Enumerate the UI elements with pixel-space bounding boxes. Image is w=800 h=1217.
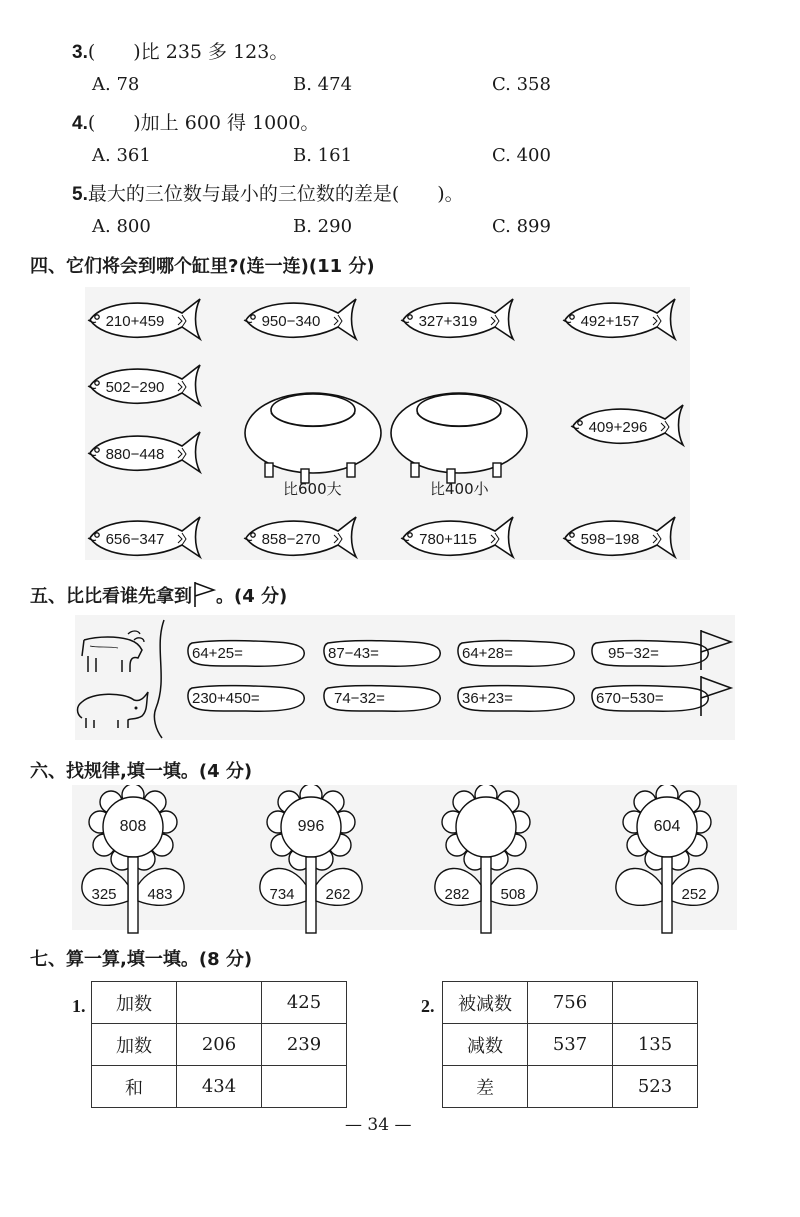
leaf-right-value[interactable]: 252 — [681, 886, 707, 903]
table-row — [92, 1024, 347, 1066]
table-2-number: 2. — [421, 996, 435, 1016]
equation-text: 74−32= — [334, 690, 385, 707]
flower — [250, 785, 390, 935]
section-6-title: 六、找规律,填一填。(4 分) — [30, 761, 253, 782]
table-cell[interactable]: 756 — [528, 982, 613, 1024]
row-header: 差 — [443, 1066, 528, 1108]
fish[interactable] — [395, 511, 515, 561]
table-row — [443, 1066, 698, 1108]
question-number: 3. — [72, 42, 88, 63]
equation-text: 230+450= — [192, 690, 260, 707]
table-cell[interactable]: 135 — [613, 1024, 698, 1066]
fish[interactable] — [82, 359, 202, 409]
table-cell[interactable]: 239 — [262, 1024, 347, 1066]
race-panel — [75, 615, 735, 740]
table-cell[interactable] — [613, 982, 698, 1024]
flower-icon — [425, 785, 565, 935]
start-line — [150, 618, 172, 740]
section-5-title-suffix: 。(4 分) — [216, 586, 288, 607]
fish-expression: 409+296 — [588, 419, 648, 436]
bowl-label: 比600大 — [283, 480, 342, 498]
table-row — [443, 1024, 698, 1066]
row-header: 加数 — [92, 982, 177, 1024]
equation-pill[interactable] — [456, 639, 581, 669]
equation-pill[interactable] — [322, 684, 447, 714]
option-c: C. 400 — [492, 145, 551, 166]
table-cell[interactable]: 434 — [177, 1066, 262, 1108]
option-b: B. 474 — [293, 74, 353, 95]
page-number: — 34 — — [345, 1115, 412, 1135]
bowl-label: 比400小 — [430, 480, 489, 498]
equation-text: 64+25= — [192, 645, 243, 662]
equation-text: 670−530= — [596, 690, 664, 707]
fish-expression: 327+319 — [418, 313, 478, 330]
flower — [425, 785, 565, 935]
fish-expression: 492+157 — [580, 313, 640, 330]
leaf-right-value[interactable]: 483 — [147, 886, 173, 903]
option-c: C. 899 — [492, 216, 551, 237]
question-text: ( )比 235 多 123。 — [87, 41, 289, 63]
table-row — [92, 982, 347, 1024]
table-cell[interactable] — [177, 982, 262, 1024]
equation-text: 64+28= — [462, 645, 513, 662]
equation-pill[interactable] — [186, 639, 311, 669]
fish[interactable] — [557, 511, 677, 561]
question-4 — [72, 108, 319, 135]
question-number: 4. — [72, 113, 88, 134]
option-a: A. 800 — [92, 216, 151, 237]
section-4-title: 四、它们将会到哪个缸里?(连一连)(11 分) — [30, 256, 375, 277]
row-header: 减数 — [443, 1024, 528, 1066]
leaf-right-value[interactable]: 262 — [325, 886, 351, 903]
equation-pill[interactable] — [186, 684, 311, 714]
option-c: C. 358 — [492, 74, 551, 95]
table-cell[interactable] — [262, 1066, 347, 1108]
flower-icon — [72, 785, 212, 935]
fish[interactable] — [82, 293, 202, 343]
fish[interactable] — [82, 511, 202, 561]
leaf-left-value[interactable]: 734 — [269, 886, 295, 903]
row-header: 加数 — [92, 1024, 177, 1066]
equation-pill[interactable] — [456, 684, 581, 714]
equation-text: 36+23= — [462, 690, 513, 707]
flower — [606, 785, 746, 935]
flag-icon — [697, 674, 735, 718]
flower — [72, 785, 212, 935]
bowl-icon[interactable] — [389, 383, 529, 487]
fish-expression: 502−290 — [105, 379, 165, 396]
fish[interactable] — [557, 293, 677, 343]
flag-icon — [192, 580, 216, 608]
flag-icon — [697, 628, 735, 672]
table-cell[interactable] — [528, 1066, 613, 1108]
flower-center-value[interactable]: 808 — [119, 818, 147, 835]
fish[interactable] — [238, 293, 358, 343]
table-cell[interactable]: 523 — [613, 1066, 698, 1108]
leaf-left-value[interactable]: 325 — [91, 886, 117, 903]
fish-expression: 950−340 — [261, 313, 321, 330]
question-5 — [72, 179, 464, 206]
question-number: 5. — [72, 184, 88, 205]
option-b: B. 290 — [293, 216, 353, 237]
equation-pill[interactable] — [322, 639, 447, 669]
table-row — [443, 982, 698, 1024]
table-cell[interactable]: 425 — [262, 982, 347, 1024]
addition-table — [91, 981, 347, 1108]
question-3 — [72, 37, 288, 64]
question-text: 最大的三位数与最小的三位数的差是( )。 — [87, 183, 464, 205]
flower-center-value[interactable]: 996 — [297, 818, 325, 835]
subtraction-table — [442, 981, 698, 1108]
fish-expression: 210+459 — [105, 313, 165, 330]
flower-icon — [606, 785, 746, 935]
equation-text: 95−32= — [608, 645, 659, 662]
question-text: ( )加上 600 得 1000。 — [87, 112, 320, 134]
fish[interactable] — [395, 293, 515, 343]
option-b: B. 161 — [293, 145, 353, 166]
fish[interactable] — [238, 511, 358, 561]
leaf-left-value[interactable]: 282 — [444, 886, 470, 903]
equation-text: 87−43= — [328, 645, 379, 662]
section-5-title — [30, 580, 287, 608]
fish[interactable] — [565, 399, 685, 449]
flower-center-value[interactable]: 604 — [653, 818, 681, 835]
section-5-title-text: 五、比比看谁先拿到 — [30, 586, 192, 607]
leaf-right-value[interactable]: 508 — [500, 886, 526, 903]
fish-expression: 880−448 — [105, 446, 165, 463]
bowl-icon[interactable] — [243, 383, 383, 487]
table-cell[interactable]: 206 — [177, 1024, 262, 1066]
option-a: A. 78 — [92, 74, 140, 95]
ox-icon — [78, 626, 146, 674]
fish-expression: 858−270 — [261, 531, 321, 548]
flower-icon — [250, 785, 390, 935]
table-cell[interactable]: 537 — [528, 1024, 613, 1066]
fish-expression: 780+115 — [419, 531, 477, 548]
section-7-title: 七、算一算,填一填。(8 分) — [30, 949, 253, 970]
rhino-icon — [72, 684, 152, 732]
fish[interactable] — [82, 426, 202, 476]
fish-expression: 598−198 — [580, 531, 640, 548]
table-1-number: 1. — [72, 996, 86, 1016]
table-row — [92, 1066, 347, 1108]
row-header: 和 — [92, 1066, 177, 1108]
row-header: 被减数 — [443, 982, 528, 1024]
fish-expression: 656−347 — [105, 531, 165, 548]
option-a: A. 361 — [92, 145, 151, 166]
